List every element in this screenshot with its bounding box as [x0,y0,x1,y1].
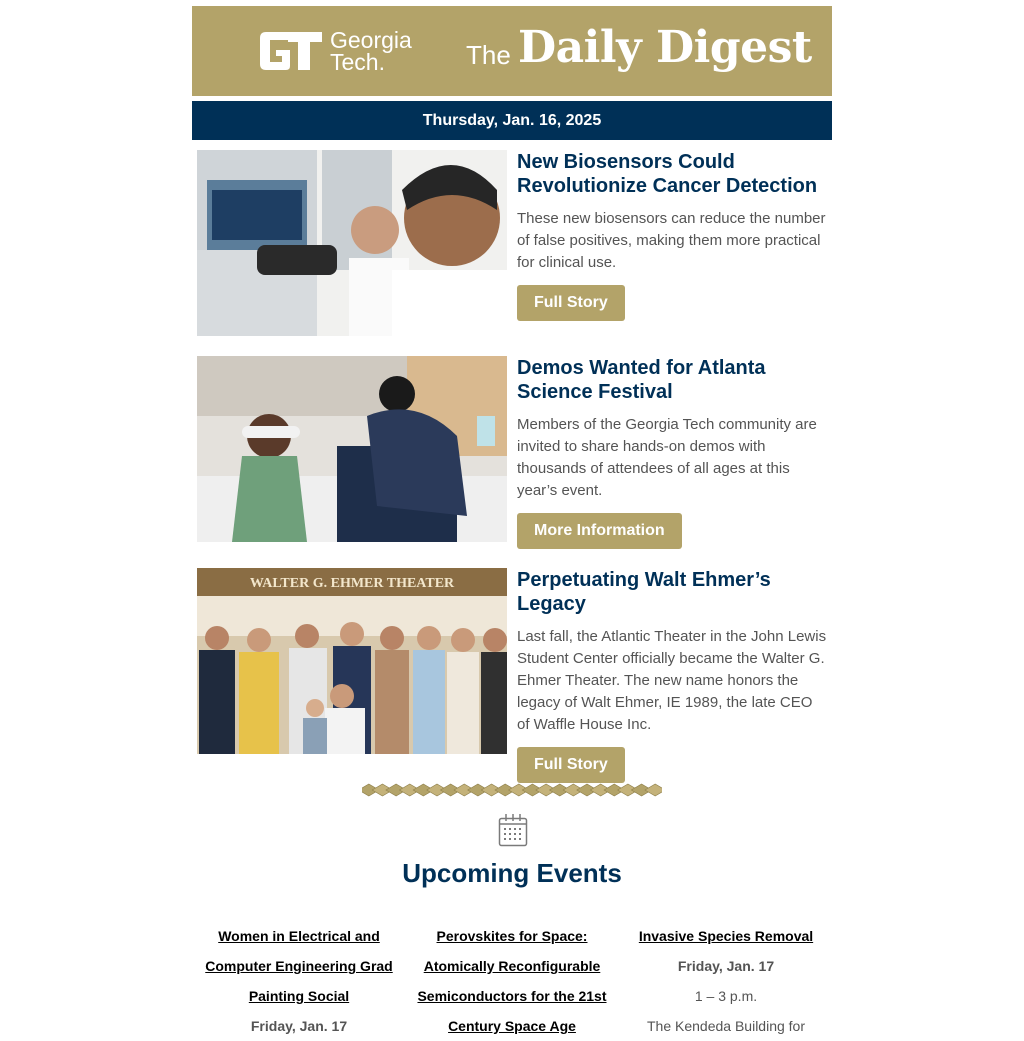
logo-line-2: Tech. [330,49,385,75]
event-title-line[interactable]: Computer Engineering Grad [205,958,393,974]
event-title-line[interactable]: Painting Social [248,988,350,1004]
logo-line-1: Georgia [330,27,412,53]
event-time: 1 – 3 p.m. [694,988,758,1004]
event-date: Friday, Jan. 17 [677,958,775,974]
story-item [192,346,832,558]
event-title-line[interactable]: Invasive Species Removal [638,928,814,944]
masthead [192,6,832,96]
story-summary: Members of the Georgia Tech community are invited to share hands-on demos with thousands of attendees of all ages at this year’s event. [517,416,817,499]
newsletter-title: Daily Digest [518,22,812,73]
story-summary: These new biosensors can reduce the number of false positives, making them more practical for clinical use. [517,210,826,271]
story-summary: Last fall, the Atlantic Theater in the John Lewis Student Center officially became the Walter G. Ehmer Theater. The new name honors the legacy of Walt Ehmer, IE 1989, the late CEO of Waffle House Inc. [517,628,827,733]
more-information-button[interactable]: More Information [517,513,682,549]
story-title[interactable]: Demos Wanted for Atlanta Science Festival [517,357,766,403]
story-photo-ehmer-theater[interactable] [197,568,507,754]
newsletter [192,6,832,1034]
gt-logo-mark[interactable] [258,28,324,74]
upcoming-events-heading: Upcoming Events [402,858,622,888]
event-item [199,921,399,1041]
calendar-icon [498,813,528,847]
event-item [626,921,826,1041]
diamond-divider [362,782,662,798]
event-location: The Kendeda Building for [647,1018,805,1034]
event-item [406,921,618,1041]
event-title-line[interactable]: Perovskites for Space: [436,928,588,944]
theater-sign-text: WALTER G. EHMER THEATER [249,576,455,591]
story-item [192,558,832,773]
full-story-button[interactable]: Full Story [517,285,625,321]
gt-logo-wordmark[interactable] [330,29,412,73]
story-photo-biosensors[interactable] [197,150,507,336]
event-title-line[interactable]: Atomically Reconfigurable [423,958,601,974]
event-title-line[interactable]: Women in Electrical and [218,928,380,944]
story-photo-science-festival[interactable] [197,356,507,542]
story-title[interactable]: New Biosensors Could Revolutionize Cancer Detection [517,151,818,197]
event-date: Friday, Jan. 17 [250,1018,348,1034]
title-prefix: The [466,40,511,70]
full-story-button[interactable]: Full Story [517,747,625,783]
event-title-line[interactable]: Semiconductors for the 21st [417,988,607,1004]
date-banner: Thursday, Jan. 16, 2025 [192,101,832,140]
story-item [192,140,832,346]
divider-diamond [645,784,662,796]
story-title[interactable]: Perpetuating Walt Ehmer’s Legacy [517,569,771,615]
event-title-line[interactable]: Century Space Age [448,1018,576,1034]
